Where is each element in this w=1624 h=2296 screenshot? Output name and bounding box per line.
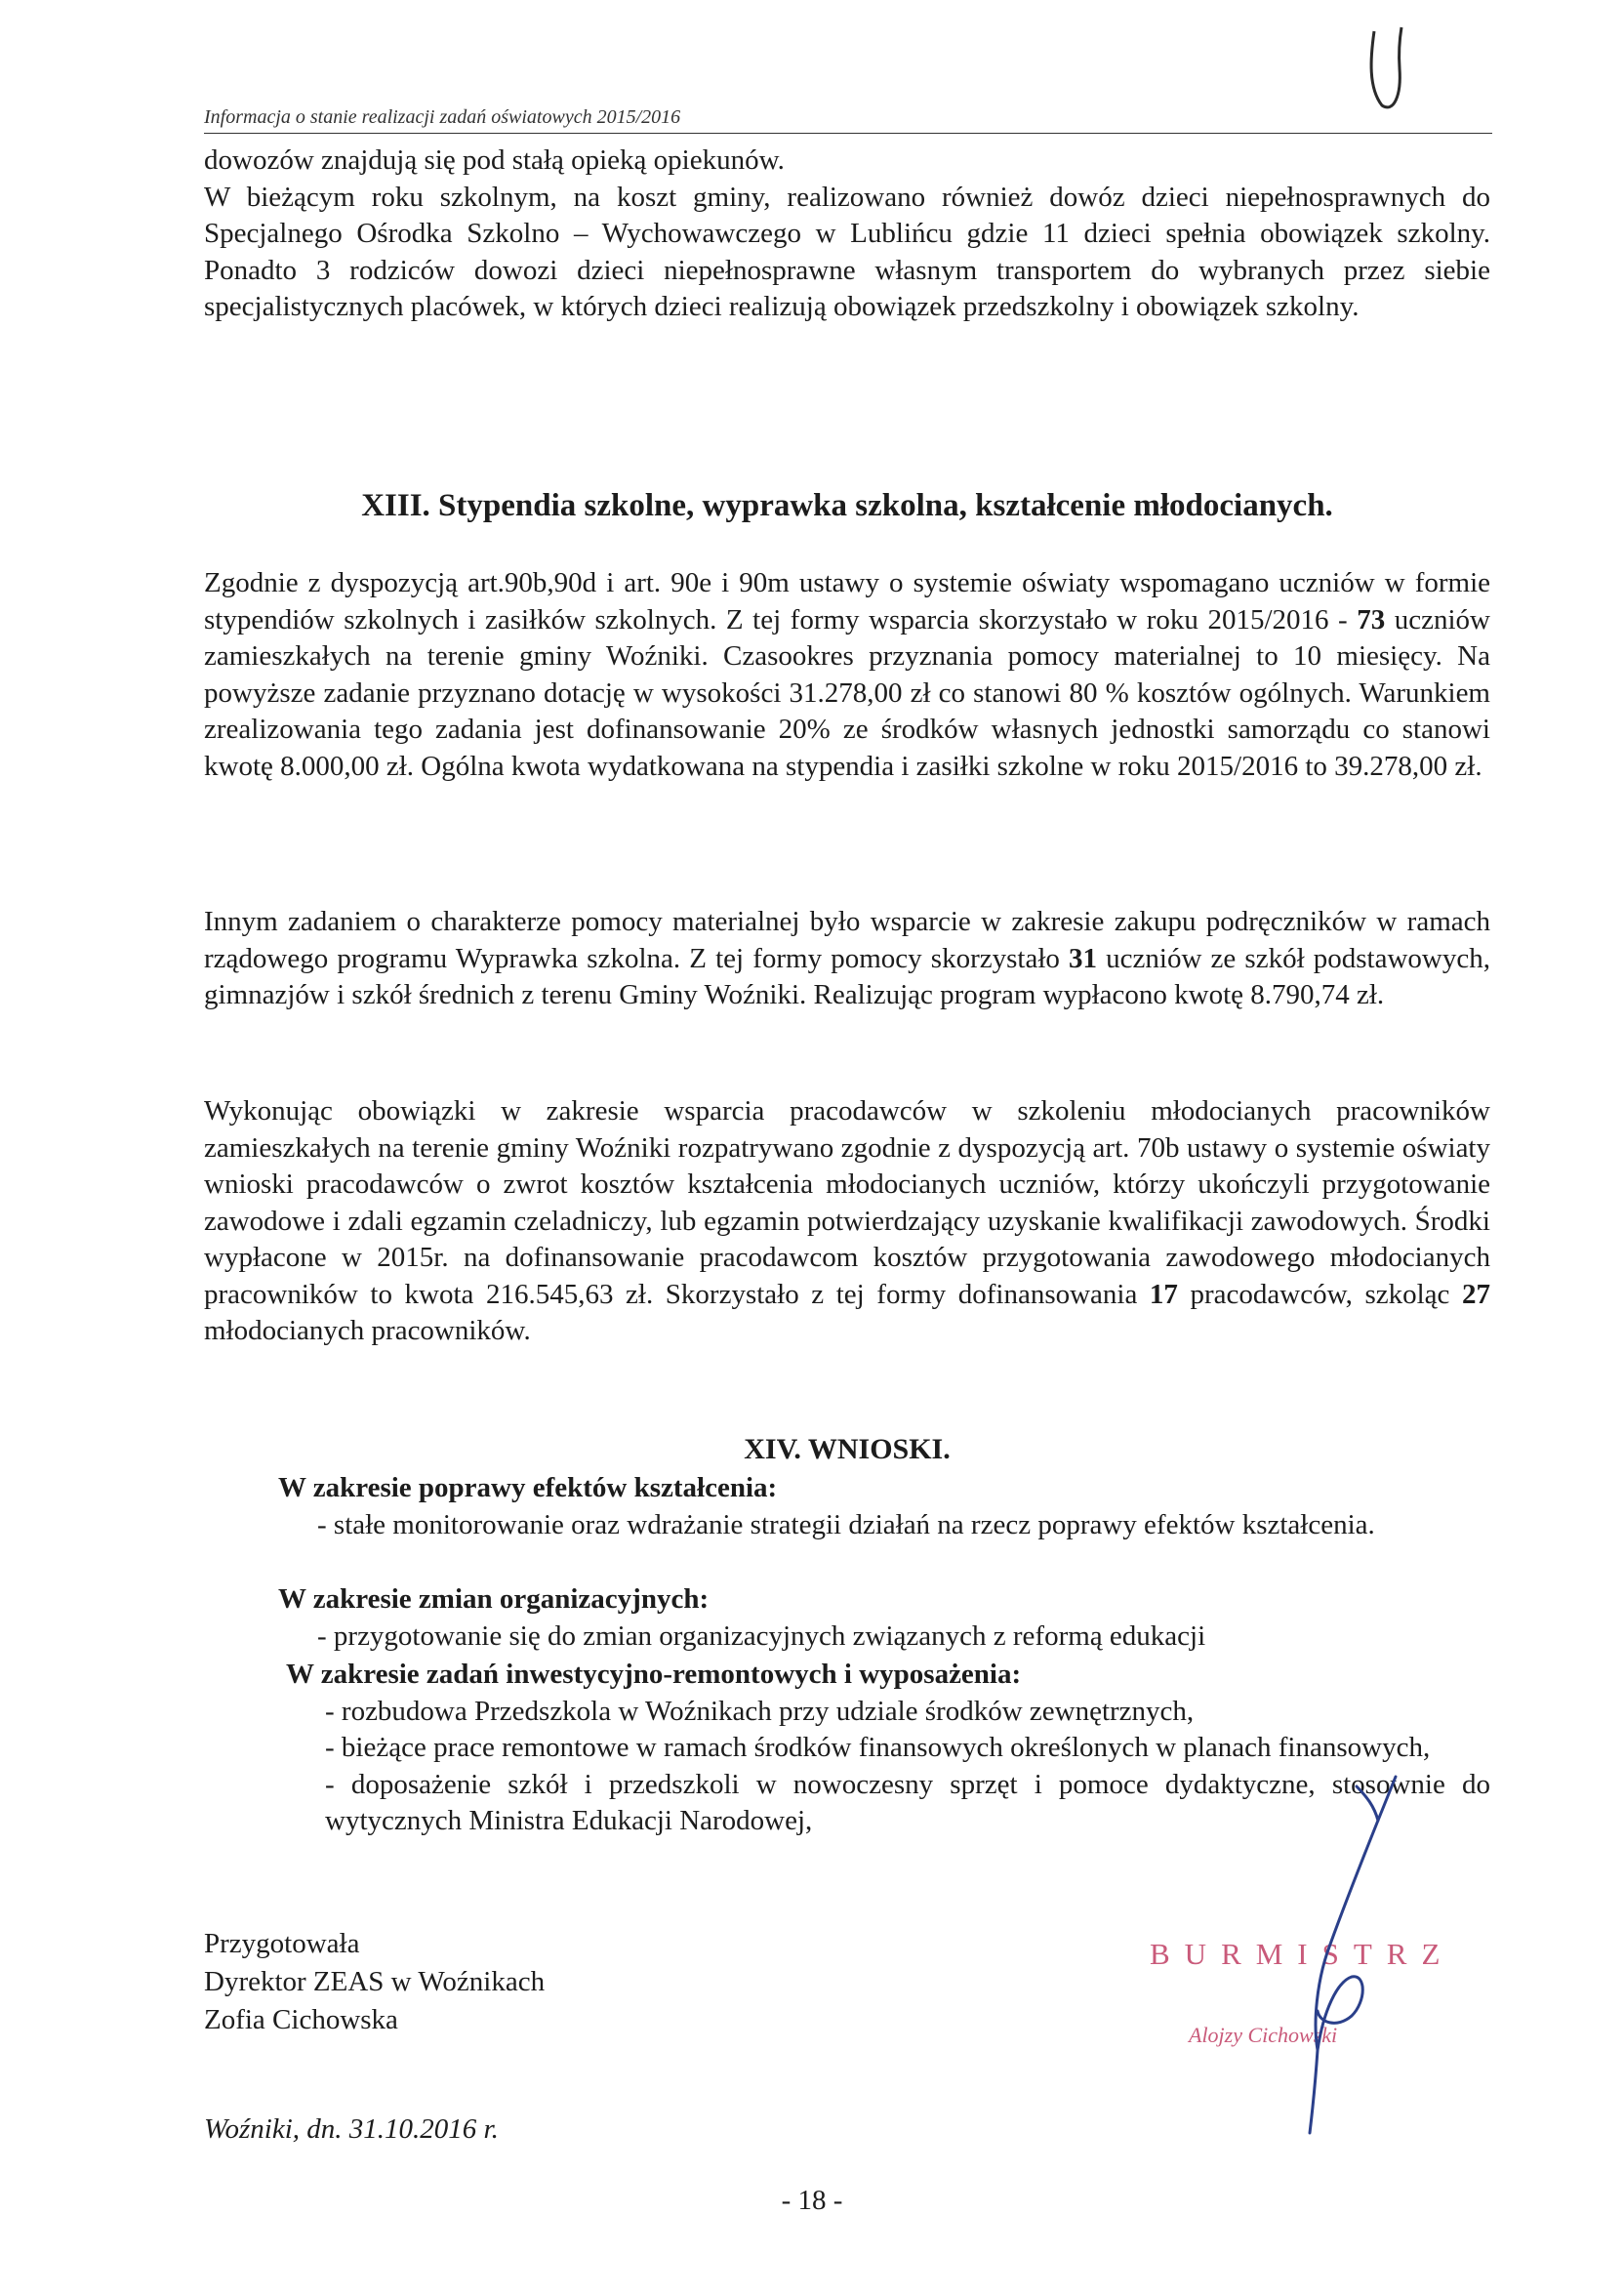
employers-count: 17 <box>1149 1278 1178 1310</box>
section-13-title: XIII. Stypendia szkolne, wyprawka szkolna, kształcenie młodocianych. <box>361 488 1333 523</box>
conclusions-item: - doposażenie szkół i przedszkoli w nowoczesny sprzęt i pomoce dydaktyczne, stosownie do wytycznych Ministra Edukacji Narodowej, <box>325 1768 1490 1836</box>
conclusions-item: - przygotowanie się do zmian organizacyjnych związanych z reformą edukacji <box>317 1620 1206 1652</box>
mayor-stamp-title: BURMISTRZ <box>1150 1937 1455 1971</box>
page-number: - 18 - <box>781 2185 843 2216</box>
section-13-paragraph-1: Zgodnie z dyspozycją art.90b,90d i art. 90e i 90m ustawy o systemie oświaty wspomagano uczniów w formie stypendiów szkolnych i zasiłków szkolnych. Z tej formy wsparcia skorzystało w roku 2015/2016 - 73 uczniów zamieszkałych na terenie gminy Woźniki. Czasookres przyznania pomocy materialnej to 10 miesięcy. Na powyższe zadanie przyznano dotację w wysokości 31.278,00 zł co stanowi 80 % kosztów ogólnych. Warunkiem zrealizowania tego zadania jest dofinansowanie 20% ze środków własnych jednostki samorządu co stanowi kwotę 8.000,00 zł. Ogólna kwota wydatkowana na stypendia i zasiłki szkolne w roku 2015/2016 to 39.278,00 zł. <box>204 567 1490 782</box>
conclusions-item: - rozbudowa Przedszkola w Woźnikach przy udziale środków zewnętrznych, <box>325 1695 1195 1727</box>
conclusions-item: - stałe monitorowanie oraz wdrażanie strategii działań na rzecz poprawy efektów kształcenia. <box>317 1508 1375 1540</box>
intro-text <box>204 143 1490 326</box>
prepared-by: Przygotowała Dyrektor ZEAS w Woźnikach Zofia Cichowska <box>204 1928 546 2035</box>
conclusions-heading: W zakresie zadań inwestycyjno-remontowych i wyposażenia: <box>286 1659 1022 1690</box>
apprentices-count: 27 <box>1462 1278 1490 1310</box>
conclusions-item: - bieżące prace remontowe w ramach środków finansowych określonych w planach finansowych, <box>325 1732 1431 1763</box>
conclusions-group-2 <box>278 1581 1490 1655</box>
intro-paragraph-1: dowozów znajdują się pod stałą opieką opiekunów. <box>204 144 785 176</box>
section-13-paragraph-3: Wykonując obowiązki w zakresie wsparcia pracodawców w szkoleniu młodocianych pracowników zamieszkałych na terenie gminy Woźniki rozpatrywano zgodnie z dyspozycją art. 70b ustawy o systemie oświaty wnioski pracodawców o zwrot kosztów kształcenia młodocianych uczniów, którzy ukończyli przygotowanie zawodowe i zdali egzamin czeladniczy, lub egzamin potwierdzający uzyskanie kwalifikacji zawodowych. Środki wypłacone w 2015r. na dofinansowanie pracodawcom kosztów przygotowania zawodowego młodocianych pracowników to kwota 216.545,63 zł. Skorzystało z tej formy dofinansowania 17 pracodawców, szkoląc 27 młodocianych pracowników. <box>204 1095 1490 1346</box>
conclusions-heading: W zakresie zmian organizacyjnych: <box>278 1583 710 1615</box>
section-14-title: XIV. WNIOSKI. <box>744 1433 951 1465</box>
intro-paragraph-2: W bieżącym roku szkolnym, na koszt gminy, realizowano również dowóz dzieci niepełnosprawnych do Specjalnego Ośrodka Szkolno – Wychowawczego w Lublińcu gdzie 11 dzieci spełnia obowiązek szkolny. Ponadto 3 rodziców dowozi dzieci niepełnosprawne własnym transportem do wybranych przez siebie specjalistycznych placówek, w których dzieci realizują obowiązek przedszkolny i obowiązek szkolny. <box>204 181 1490 322</box>
students-count: 73 <box>1357 603 1386 636</box>
conclusions-group-1 <box>278 1470 1490 1543</box>
date-line: Woźniki, dn. 31.10.2016 r. <box>204 2113 499 2145</box>
mayor-stamp-name: Alojzy Cichowski <box>1189 2023 1338 2047</box>
students-count-wyprawka: 31 <box>1069 942 1098 974</box>
handwritten-signature <box>1259 1767 1415 2138</box>
conclusions-heading: W zakresie poprawy efektów kształcenia: <box>278 1472 778 1503</box>
section-13-paragraph-2: Innym zadaniem o charakterze pomocy materialnej było wsparcie w zakresie zakupu podręczników w ramach rządowego programu Wyprawka szkolna. Z tej formy pomocy skorzystało 31 uczniów ze szkół podstawowych, gimnazjów i szkół średnich z terenu Gminy Woźniki. Realizując program wypłacono kwotę 8.790,74 zł. <box>204 906 1490 1010</box>
running-header: Informacja o stanie realizacji zadań oświatowych 2015/2016 <box>204 105 1492 134</box>
handwritten-mark <box>1357 20 1415 117</box>
